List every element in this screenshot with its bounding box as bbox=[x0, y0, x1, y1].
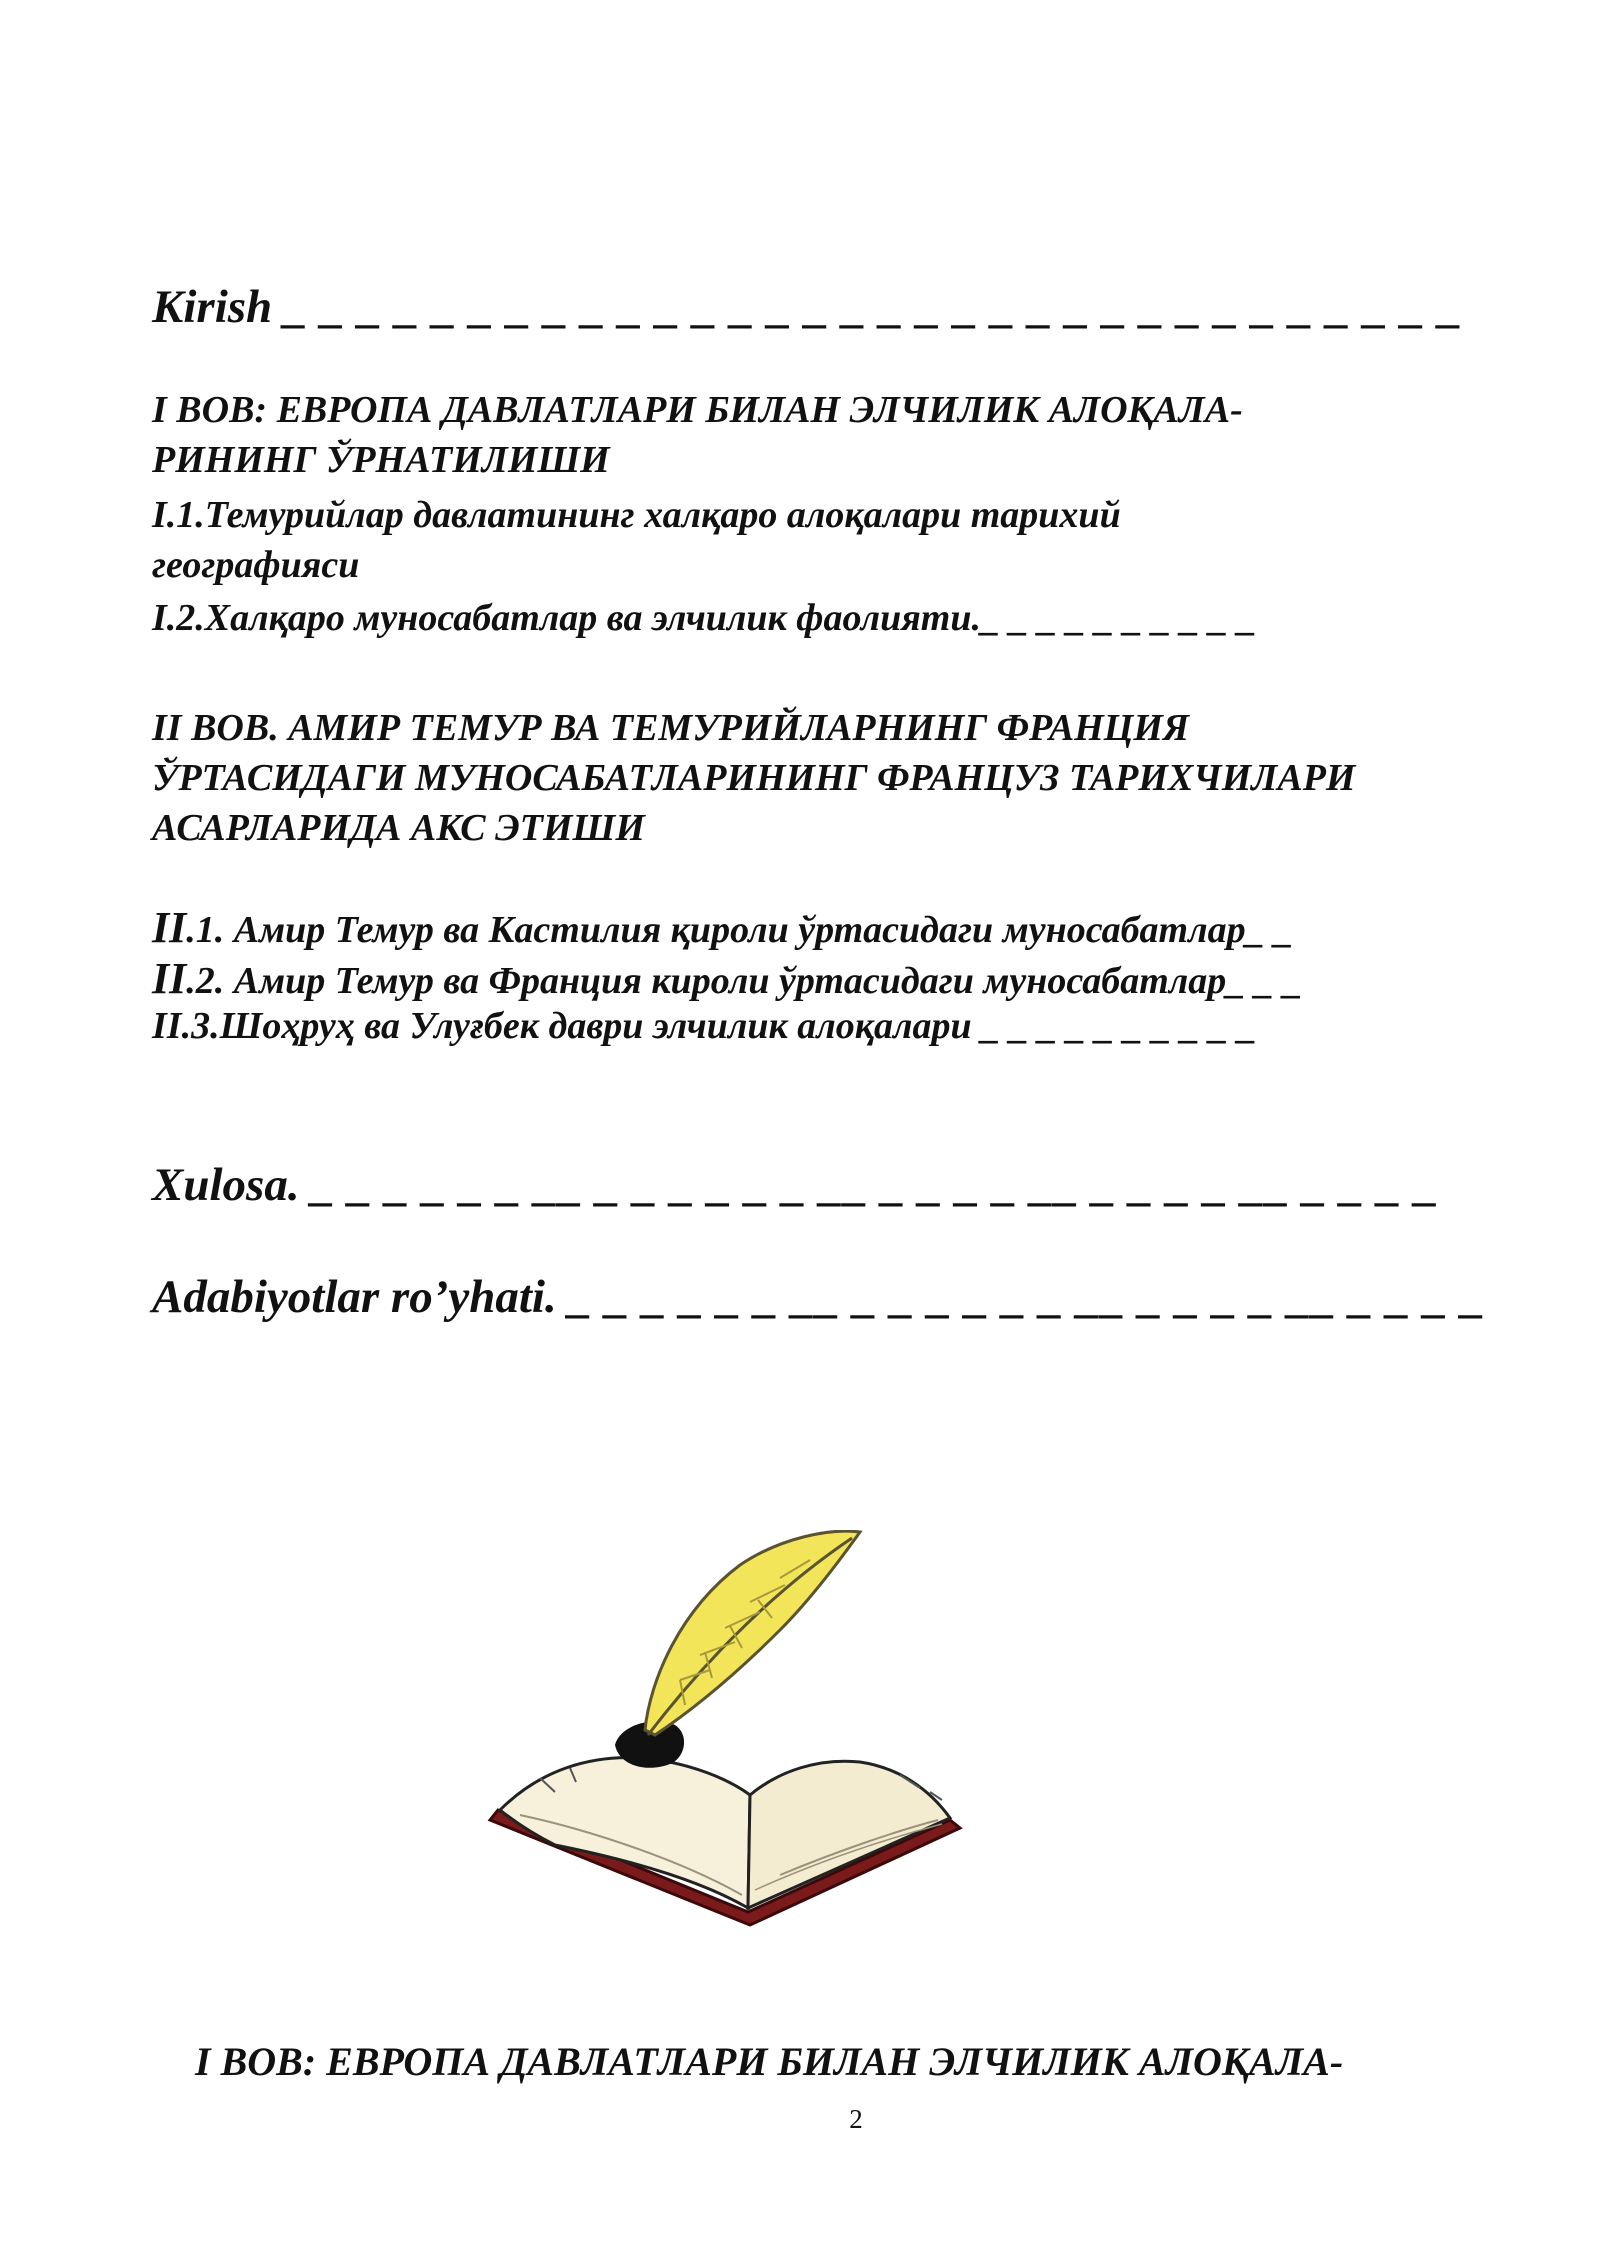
section-number-lead: II bbox=[152, 954, 187, 1003]
toc-entry-section-1-2[interactable]: I.2.Халқаро муносабатлар ва элчилик фаолияти._ _ _ _ _ _ _ _ _ _ bbox=[152, 597, 1257, 639]
toc-entry-label: Xulosa. bbox=[152, 1159, 300, 1211]
next-page-heading: I BOB: ЕВРОПА ДАВЛАТЛАРИ БИЛАН ЭЛЧИЛИК АЛОҚАЛА- bbox=[195, 2039, 1344, 2084]
toc-entry-section-1-1[interactable] bbox=[152, 490, 1121, 590]
chapter-1-title-line-2: РИНИНГ ЎРНАТИЛИШИ bbox=[152, 439, 610, 481]
toc-leaders: _ _ _ _ _ _ __ _ _ _ _ _ _ __ _ _ _ _ __ _ _ _ _ bbox=[568, 1271, 1486, 1323]
chapter-1-heading[interactable] bbox=[152, 385, 1243, 485]
toc-entry-label: Adabiyotlar ro’yhati. bbox=[152, 1271, 557, 1323]
toc-entry-intro[interactable] bbox=[152, 280, 1463, 334]
page-number: 2 bbox=[849, 2104, 863, 2134]
toc-entry-section-2-2[interactable] bbox=[152, 953, 1302, 1004]
chapter-1-title-line-1: I BOB: ЕВРОПА ДАВЛАТЛАРИ БИЛАН ЭЛЧИЛИК АЛОҚАЛА- bbox=[152, 389, 1243, 431]
toc-entry-bibliography[interactable] bbox=[152, 1270, 1486, 1324]
chapter-2-title-line-1: II BOB. АМИР ТЕМУР ВА ТЕМУРИЙЛАРНИНГ ФРАНЦИЯ bbox=[152, 707, 1190, 749]
quill-and-open-book-icon bbox=[480, 1530, 980, 1960]
section-number-lead: II bbox=[152, 903, 187, 952]
section-1-1-line-1: I.1.Темурийлар давлатининг халқаро алоқалари тарихий bbox=[152, 494, 1121, 536]
quill-feather bbox=[645, 1531, 860, 1735]
chapter-2-title-line-2: ЎРТАСИДАГИ МУНОСАБАТЛАРИНИНГ ФРАНЦУЗ ТАРИХЧИЛАРИ bbox=[152, 757, 1356, 799]
section-1-1-line-2: географияси bbox=[152, 544, 360, 586]
toc-leaders: _ _ _ _ _ _ __ _ _ _ _ _ _ __ _ _ _ _ __ _ _ _ _ __ _ _ _ _ bbox=[311, 1159, 1440, 1211]
toc-entry-conclusion[interactable] bbox=[152, 1158, 1440, 1212]
section-2-2-text: .2. Амир Темур ва Франция кироли ўртасидаги муносабатлар_ _ _ bbox=[186, 960, 1303, 1002]
toc-entry-label: Kirish bbox=[152, 281, 273, 333]
toc-entry-section-2-1[interactable] bbox=[152, 902, 1293, 953]
book-left-page bbox=[500, 1758, 750, 1908]
chapter-2-heading[interactable] bbox=[152, 703, 1355, 853]
toc-entry-section-2-3[interactable]: II.3.Шоҳруҳ ва Улуғбек даври элчилик алоқалари _ _ _ _ _ _ _ _ _ _ bbox=[152, 1005, 1257, 1047]
chapter-2-title-line-3: АСАРЛАРИДА АКС ЭТИШИ bbox=[152, 807, 645, 849]
section-2-1-text: .1. Амир Темур ва Кастилия қироли ўртасидаги муносабатлар_ _ bbox=[186, 909, 1294, 951]
toc-leaders: _ _ _ _ _ _ _ _ _ _ _ _ _ _ _ _ _ _ _ _ _ _ _ _ _ _ _ _ _ _ _ _ bbox=[283, 281, 1464, 333]
